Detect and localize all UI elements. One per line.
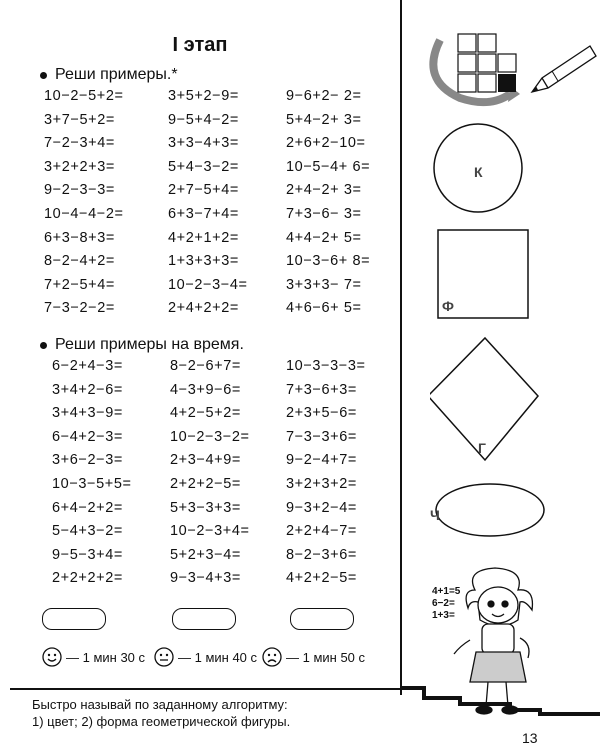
timer-neutral [154,647,257,667]
timer-text: — 1 мин 30 с [66,649,146,665]
example: 9−6+2− 2= [286,88,362,104]
time-box-1[interactable] [42,608,106,630]
example: 7+3−6+3= [286,381,357,398]
sad-face-icon [262,647,282,667]
example: 4+6−6+ 5= [286,300,362,317]
example: 10−3−3−3= [286,358,366,374]
steps-border [400,680,600,720]
example: 3+3−4+3= [168,135,239,152]
page-number: 13 [522,730,538,746]
example: 10−4−4−2= [44,205,124,222]
example: 7−3−2−2= [44,300,115,317]
example: 5−4+3−2= [52,523,123,540]
example: 10−5−4+ 6= [286,158,371,175]
oval-shape [436,484,544,536]
task1-examples [44,88,404,324]
task2-examples [52,358,404,594]
girl-board [432,586,460,622]
example: 2+2+2−5= [170,475,241,492]
bullet-icon [40,342,47,349]
instruction-line-1: Быстро называй по заданному алгоритму: [32,697,288,712]
timer-happy [42,647,145,667]
example: 6−2+4−3= [52,358,123,374]
instruction [32,696,290,730]
timer-text: — 1 мин 40 с [178,649,258,665]
example: 3+4+3−9= [52,405,123,422]
example: 5+2+3−4= [170,546,241,563]
example: 6+4−2+2= [52,499,123,516]
example: 4+4−2+ 5= [286,229,362,246]
example: 7−2−3+4= [44,135,115,152]
rhombus-label: Г [478,440,486,456]
example: 7−3−3+6= [286,428,357,445]
section-title: I этап [172,34,228,56]
board-line: 4+1=5 [432,586,461,597]
example: 2+4+2+2= [168,300,239,317]
example: 3+2+3+2= [286,475,357,492]
example: 9−3−4+3= [170,570,241,587]
circle-label: К [474,164,483,180]
example: 2+2+4−7= [286,523,357,540]
example: 3+6−2−3= [52,452,123,469]
example: 4+2−5+2= [170,405,241,422]
example: 6+3−8+3= [44,229,115,246]
time-box-3[interactable] [290,608,354,630]
instruction-line-2: 1) цвет; 2) форма геометрической фигуры. [32,714,291,729]
example: 9−5−3+4= [52,546,123,563]
example: 2+7−5+4= [168,182,239,199]
example: 5+3−3+3= [170,499,241,516]
example: 3+2+2+3= [44,158,115,175]
example: 6+3−7+4= [168,205,239,222]
horizontal-divider [10,688,402,690]
board-line: 6−2= [432,598,455,609]
example: 6−4+2−3= [52,428,123,445]
pencil-icon [528,40,598,100]
task2-label: Реши примеры на время. [55,336,244,353]
board-line: 1+3= [432,610,455,621]
example: 4+2+2−5= [286,570,357,587]
example: 10−2−5+2= [44,88,124,104]
example: 9−3+2−4= [286,499,357,516]
example: 10−3−6+ 8= [286,253,371,270]
vertical-divider [400,0,402,695]
example: 2+4−2+ 3= [286,182,362,199]
timer-sad [262,647,365,667]
example: 3+7−5+2= [44,111,115,128]
example: 2+3+5−6= [286,405,357,422]
example: 4+2+1+2= [168,229,239,246]
oval-label: Ч [430,507,440,523]
shapes-panel [430,120,600,540]
time-box-2[interactable] [172,608,236,630]
example: 2+2+2+2= [52,570,123,587]
neutral-face-icon [154,647,174,667]
example: 9−5+4−2= [168,111,239,128]
example: 9−2−4+7= [286,452,357,469]
example: 7+3−6− 3= [286,205,362,222]
happy-face-icon [42,647,62,667]
example: 1+3+3+3= [168,253,239,270]
example: 2+6+2−10= [286,135,366,152]
example: 10−2−3−4= [168,276,248,293]
example: 9−2−3−3= [44,182,115,199]
example: 8−2−4+2= [44,253,115,270]
example: 5+4−2+ 3= [286,111,362,128]
square-label: Ф [442,298,454,314]
example: 5+4−3−2= [168,158,239,175]
bullet-icon [40,72,47,79]
example: 7+2−5+4= [44,276,115,293]
example: 10−2−3−2= [170,428,250,445]
example: 10−3−5+5= [52,475,132,492]
task1-heading [40,66,178,84]
example: 3+5+2−9= [168,88,239,104]
timer-text: — 1 мин 50 с [286,649,366,665]
example: 4−3+9−6= [170,381,241,398]
example: 8−2−6+7= [170,358,241,374]
example: 2+3−4+9= [170,452,241,469]
task1-label: Реши примеры.* [55,66,178,83]
example: 3+3+3− 7= [286,276,362,293]
example: 10−2−3+4= [170,523,250,540]
task2-heading [40,336,244,354]
example: 3+4+2−6= [52,381,123,398]
example: 8−2−3+6= [286,546,357,563]
